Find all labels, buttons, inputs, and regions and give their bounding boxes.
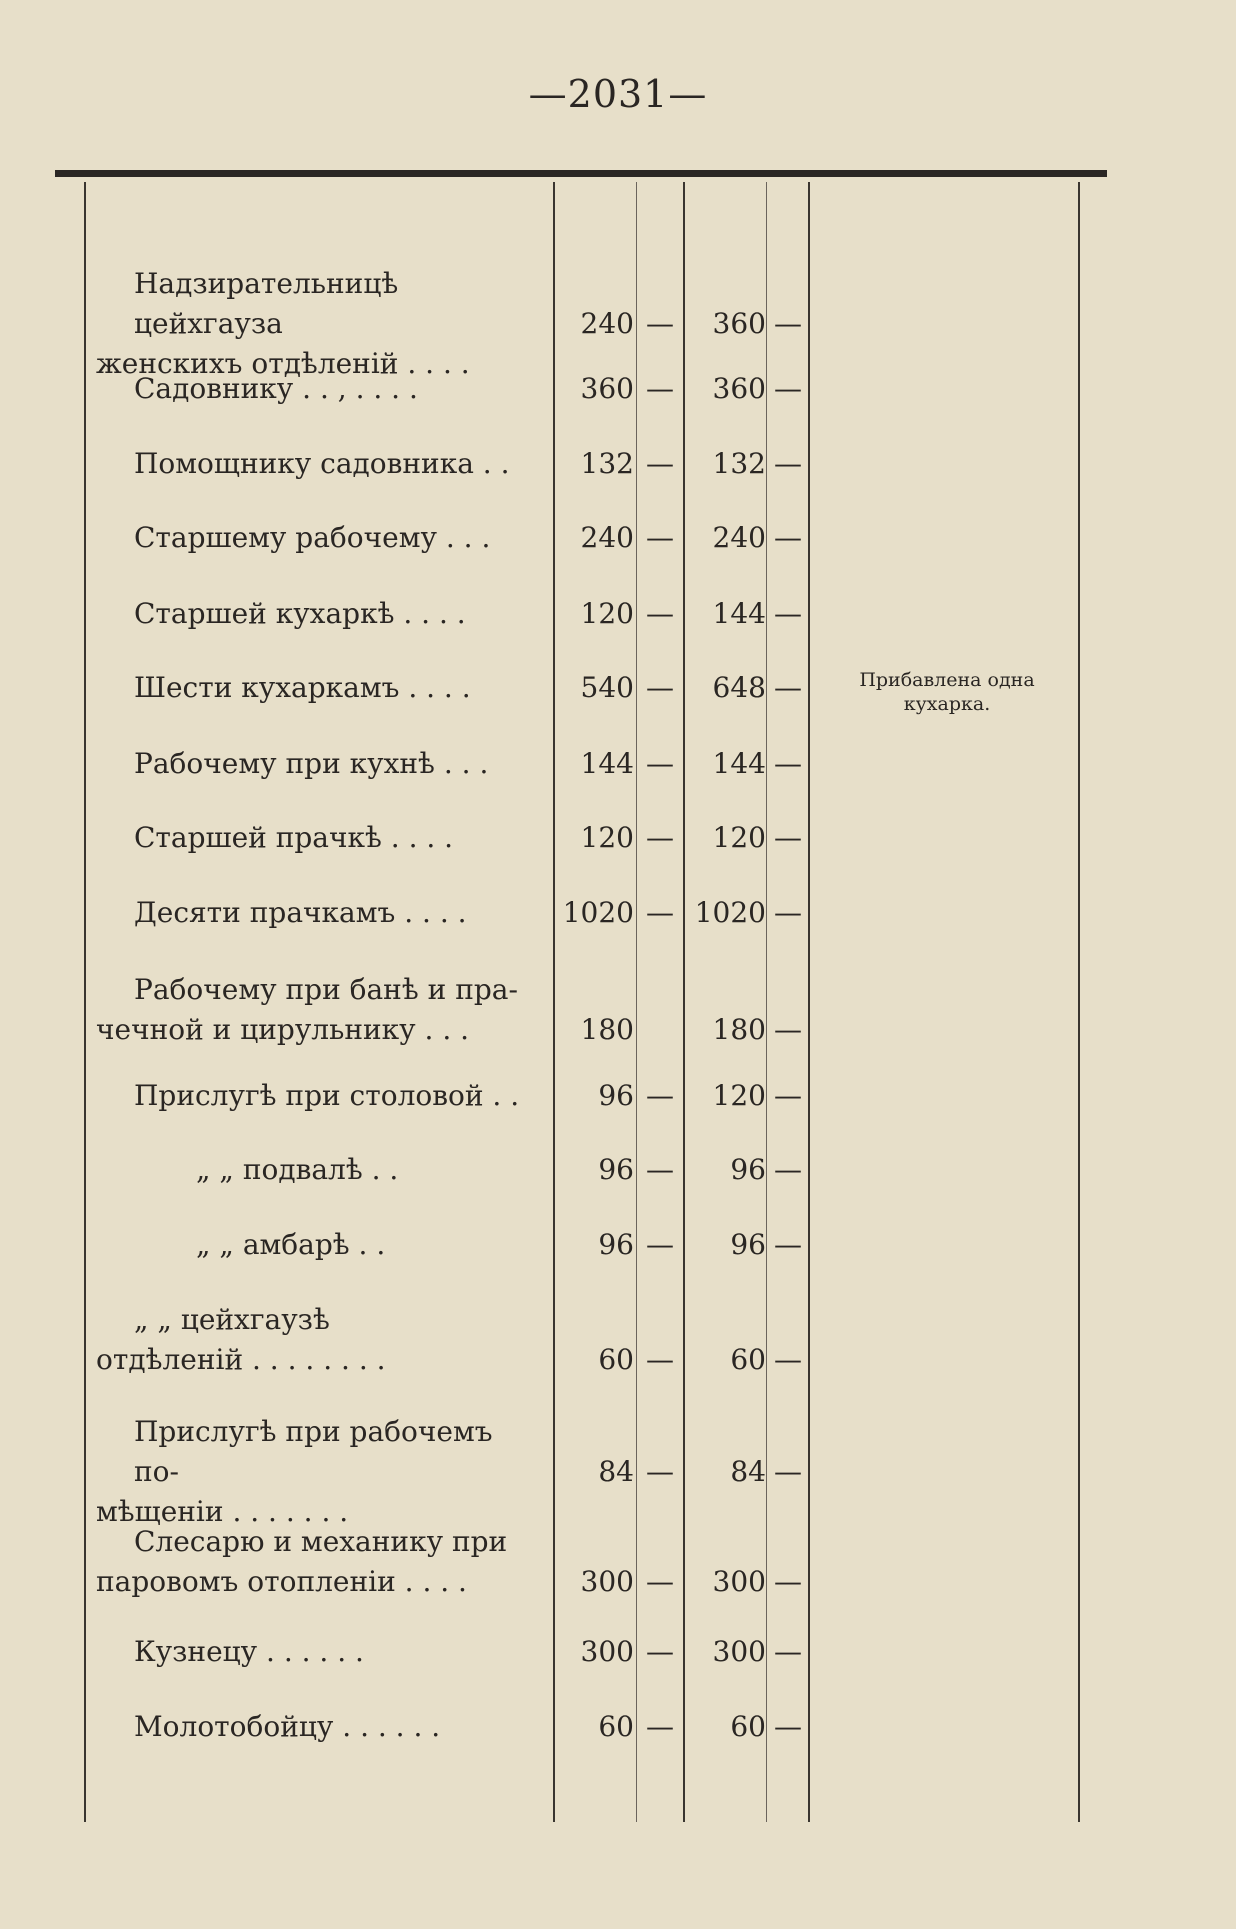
value-old: 60: [598, 1710, 634, 1743]
value-new: 360: [712, 372, 766, 405]
column-divider-d1: [683, 182, 685, 1822]
dash-old: —: [646, 1079, 674, 1112]
value-new: 84: [730, 1455, 766, 1488]
left-border-line: [84, 182, 86, 1822]
value-old: 360: [580, 372, 634, 405]
dash-old: —: [646, 307, 674, 340]
value-old: 240: [580, 521, 634, 554]
column-divider-v1: [636, 182, 637, 1822]
dash-old: —: [646, 1455, 674, 1488]
value-old: 1020: [562, 896, 634, 929]
row-label: [96, 1632, 538, 1672]
value-old: 96: [598, 1153, 634, 1186]
dash-old: —: [646, 1565, 674, 1598]
row-label: [96, 1150, 538, 1190]
row-label-line1: Прислугѣ при рабочемъ по-: [134, 1415, 493, 1488]
dash-new: —: [774, 747, 802, 780]
column-divider-v2: [766, 182, 767, 1822]
value-old: 132: [580, 447, 634, 480]
value-old: 120: [580, 597, 634, 630]
dash-old: —: [646, 896, 674, 929]
row-label: [96, 1225, 538, 1265]
row-label: [96, 1300, 538, 1380]
value-old: 96: [598, 1079, 634, 1112]
row-label-line1: Старшей прачкѣ . . . .: [134, 821, 454, 854]
row-label: [96, 744, 538, 784]
dash-new: —: [774, 307, 802, 340]
dash-old: —: [646, 597, 674, 630]
value-old: 144: [580, 747, 634, 780]
value-new: 300: [712, 1565, 766, 1598]
row-label-line1: Прислугѣ при столовой . .: [134, 1079, 520, 1112]
row-label-line1: „ „ цейхгаузѣ: [134, 1303, 330, 1336]
column-divider-d2: [808, 182, 810, 1822]
value-new: 180: [712, 1013, 766, 1046]
dash-new: —: [774, 1343, 802, 1376]
dash-old: —: [646, 1153, 674, 1186]
dash-new: —: [774, 1710, 802, 1743]
row-label: [96, 594, 538, 634]
value-new: 1020: [694, 896, 766, 929]
dash-new: —: [774, 372, 802, 405]
row-label: [96, 518, 538, 558]
row-label-line2: чечной и цирульнику . . .: [96, 1013, 470, 1046]
dash-old: —: [646, 1228, 674, 1261]
value-new: 144: [712, 747, 766, 780]
row-label-line1: Рабочему при кухнѣ . . .: [134, 747, 489, 780]
row-label: [96, 818, 538, 858]
dash-old: —: [646, 1343, 674, 1376]
dash-old: —: [646, 372, 674, 405]
dash-old: —: [646, 1635, 674, 1668]
dash-new: —: [774, 821, 802, 854]
row-label: [96, 893, 538, 933]
top-rule: [55, 170, 1107, 177]
row-label-line2: женскихъ отдѣленій . . . .: [96, 347, 470, 380]
value-old: 120: [580, 821, 634, 854]
row-label: [96, 1076, 538, 1116]
dash-old: —: [646, 447, 674, 480]
value-new: 300: [712, 1635, 766, 1668]
remark-note: Прибавлена одна кухарка.: [859, 669, 1035, 715]
row-label-line2: паровомъ отопленіи . . . .: [96, 1565, 467, 1598]
dash-new: —: [774, 1013, 802, 1046]
value-new: 96: [730, 1153, 766, 1186]
row-label-line1: Надзирательницѣ цейхгауза: [134, 267, 399, 340]
value-old: 540: [580, 671, 634, 704]
row-label-line1: Садовнику . . , . . . .: [134, 372, 418, 405]
row-label: [96, 1707, 538, 1747]
row-label-line1: Молотобойцу . . . . . .: [134, 1710, 441, 1743]
dash-new: —: [774, 671, 802, 704]
value-new: 120: [712, 1079, 766, 1112]
dash-new: —: [774, 1153, 802, 1186]
dash-old: —: [646, 821, 674, 854]
value-new: 60: [730, 1710, 766, 1743]
value-old: 300: [580, 1635, 634, 1668]
row-label: [96, 1412, 538, 1532]
dash-new: —: [774, 896, 802, 929]
value-new: 360: [712, 307, 766, 340]
value-new: 120: [712, 821, 766, 854]
row-label-line1: Старшей кухаркѣ . . . .: [134, 597, 466, 630]
dash-old: —: [646, 1710, 674, 1743]
row-label-line1: „ „ амбарѣ . .: [196, 1228, 386, 1261]
dash-new: —: [774, 1565, 802, 1598]
dash-old: —: [646, 671, 674, 704]
row-label: [96, 1522, 538, 1602]
value-new: 96: [730, 1228, 766, 1261]
value-old: 60: [598, 1343, 634, 1376]
row-label-line1: Помощнику садовника . .: [134, 447, 510, 480]
row-label: [96, 369, 538, 409]
row-label-line1: „ „ подвалѣ . .: [196, 1153, 399, 1186]
value-new: 132: [712, 447, 766, 480]
value-new: 240: [712, 521, 766, 554]
dash-old: —: [646, 521, 674, 554]
value-new: 144: [712, 597, 766, 630]
row-label-line1: Слесарю и механику при: [134, 1525, 508, 1558]
row-label-line1: Рабочему при банѣ и пра-: [134, 973, 518, 1006]
value-old: 84: [598, 1455, 634, 1488]
row-label: [96, 970, 538, 1050]
value-old: 96: [598, 1228, 634, 1261]
right-border-line: [1078, 182, 1080, 1822]
row-label-line1: Старшему рабочему . . .: [134, 521, 491, 554]
dash-new: —: [774, 1455, 802, 1488]
dash-new: —: [774, 447, 802, 480]
row-label-line2: мѣщеніи . . . . . . .: [96, 1495, 349, 1528]
dash-new: —: [774, 597, 802, 630]
dash-new: —: [774, 521, 802, 554]
column-divider-name: [553, 182, 555, 1822]
value-old: 180: [580, 1013, 634, 1046]
page-number: —2031—: [528, 72, 708, 116]
dash-old: —: [646, 747, 674, 780]
value-new: 648: [712, 671, 766, 704]
row-label-line1: Шести кухаркамъ . . . .: [134, 671, 471, 704]
row-label-line2: отдѣленій . . . . . . . .: [96, 1343, 386, 1376]
dash-new: —: [774, 1635, 802, 1668]
value-old: 300: [580, 1565, 634, 1598]
row-label: [96, 444, 538, 484]
row-label-line1: Кузнецу . . . . . .: [134, 1635, 364, 1668]
row-label: [96, 264, 538, 384]
dash-new: —: [774, 1079, 802, 1112]
value-old: 240: [580, 307, 634, 340]
row-label: [96, 668, 538, 708]
dash-new: —: [774, 1228, 802, 1261]
row-label-line1: Десяти прачкамъ . . . .: [134, 896, 467, 929]
value-new: 60: [730, 1343, 766, 1376]
